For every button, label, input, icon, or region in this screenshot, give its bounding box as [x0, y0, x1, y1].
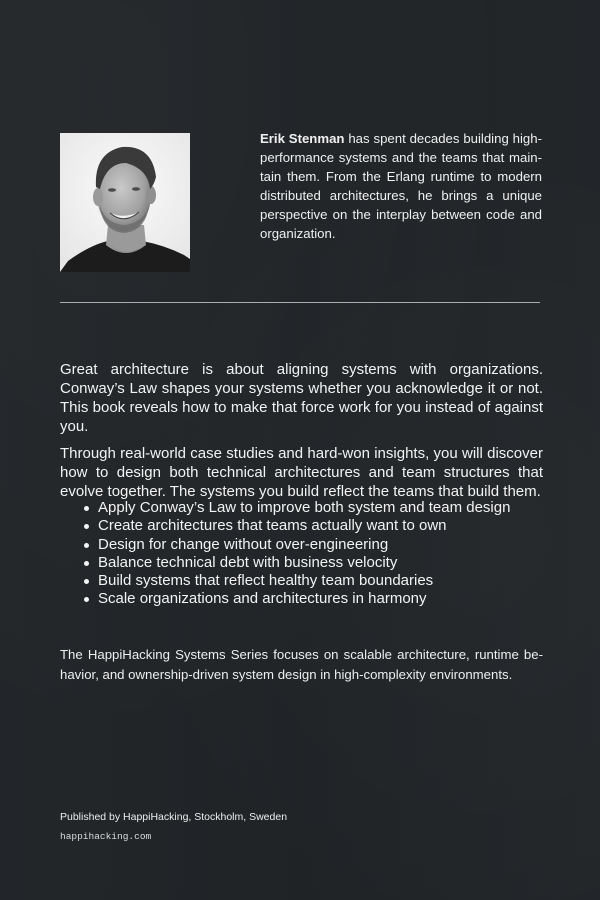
feature-text: Apply Conway’s Law to improve both system and team design	[98, 499, 511, 516]
feature-text: Create architectures that teams actually want to own	[98, 517, 447, 535]
author-section	[60, 133, 540, 273]
feature-item	[60, 590, 540, 608]
bullet-icon	[84, 579, 89, 584]
feature-item	[60, 536, 540, 554]
feature-text: Build systems that reflect healthy team boundaries	[98, 572, 434, 590]
feature-item	[60, 499, 540, 517]
author-name: Erik Stenman	[260, 131, 345, 146]
blurb-paragraph-2: Through real-world case studies and hard-won insights, you will discover how to design both technical architectures and team structures that evolve together. The systems you build reflect the teams that build them.	[60, 445, 543, 500]
blurb-paragraph-1: Great architecture is about aligning systems with organizations. Conway’s Law shapes your systems whether you acknowledge it or not. This book reveals how to make that force work for you instead of against you.	[60, 361, 543, 435]
feature-text: Design for change without over-engineering	[98, 535, 389, 553]
book-blurb	[60, 360, 543, 509]
publisher-line: Published by HappiHacking, Stockholm, Sweden	[60, 811, 288, 823]
section-divider	[60, 302, 540, 303]
author-bio-text: has spent decades building high-performance systems and the teams that maintain them. From the Erlang runtime to modern distributed architectures, he brings a unique perspective on the interplay between code and organization.	[260, 131, 542, 241]
feature-item	[60, 517, 540, 535]
series-note: The HappiHacking Systems Series focuses on scalable architecture, runtime behavior, and ownership-driven system design in high-complexity environments.	[60, 647, 543, 682]
bullet-icon	[84, 524, 89, 529]
publisher-website: happihacking.com	[60, 831, 152, 842]
bullet-icon	[84, 561, 89, 566]
feature-text: Balance technical debt with business velocity	[98, 553, 398, 571]
author-portrait-image	[60, 133, 190, 272]
bullet-icon	[84, 543, 89, 548]
feature-item	[60, 572, 540, 590]
feature-list	[60, 499, 540, 609]
bullet-icon	[84, 506, 89, 511]
author-photo	[60, 133, 190, 272]
author-bio	[260, 129, 542, 243]
feature-text: Scale organizations and architectures in harmony	[98, 590, 427, 608]
bullet-icon	[84, 597, 89, 602]
feature-item	[60, 554, 540, 572]
